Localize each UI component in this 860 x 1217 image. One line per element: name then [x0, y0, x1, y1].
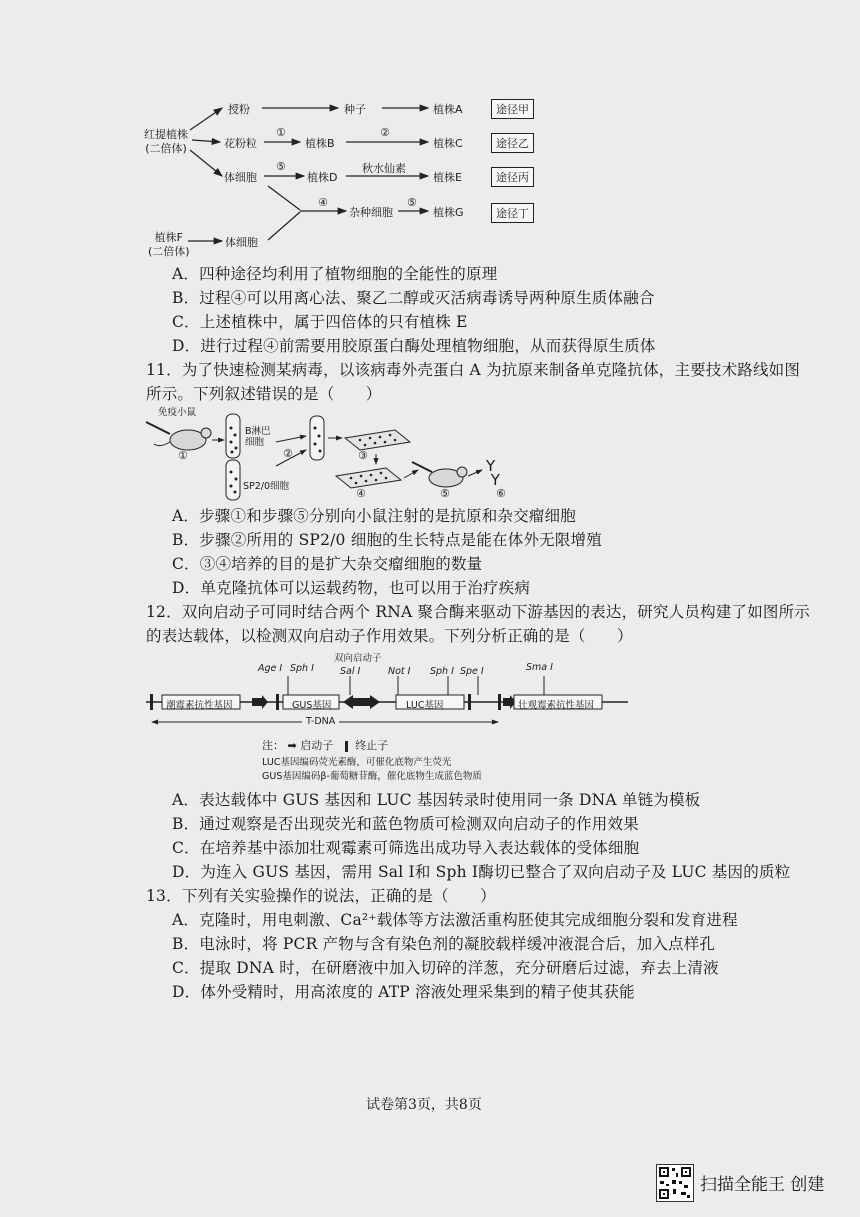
node-somatic-f: 体细胞 — [225, 236, 258, 249]
q11-step-1: ① — [178, 449, 188, 462]
qr-code-icon — [656, 1164, 694, 1202]
t-dna-label: T-DNA — [302, 716, 339, 727]
site-sal-i: Sal Ⅰ — [340, 666, 361, 677]
node-pollen: 花粉粒 — [224, 137, 257, 150]
q11-step-5: ⑤ — [440, 487, 450, 500]
scanner-watermark: 扫描全能王 创建 — [700, 1175, 825, 1195]
site-sph-i-left: Sph Ⅰ — [290, 663, 314, 674]
q11-label-b-cell-line1: B淋巴 — [245, 426, 271, 437]
step-2-label: ② — [380, 126, 390, 139]
q12-option-c: C．在培养基中添加壮观霉素可筛选出成功导入表达载体的受体细胞 — [172, 839, 640, 857]
route-3-box: 途径丙 — [491, 167, 534, 187]
route-1-box: 途径甲 — [491, 99, 534, 119]
q11-option-a: A．步骤①和步骤⑤分别向小鼠注射的是抗原和杂交瘤细胞 — [172, 507, 576, 525]
antibody-icon: Y Y — [486, 457, 500, 489]
node-plant-d: 植株D — [307, 171, 338, 184]
q10-option-d: D．进行过程④前需要用胶原蛋白酶处理植物细胞，从而获得原生质体 — [172, 337, 656, 355]
q11-stem-line2: 所示。下列叙述错误的是（ ） — [146, 385, 382, 403]
q12-note-luc: LUC基因编码荧光素酶，可催化底物产生荧光 — [262, 757, 452, 768]
q13-option-d: D．体外受精时，用高浓度的 ATP 溶液处理采集到的精子使其获能 — [172, 983, 635, 1001]
node-graft: 授粉 — [228, 103, 250, 116]
q12-option-d: D．为连入 GUS 基因，需用 Sal Ⅰ和 Sph Ⅰ酶切已整合了双向启动子及 LUC 基因的质粒 — [172, 863, 791, 881]
step-5b-label: ⑤ — [407, 196, 417, 209]
node-hybrid: 杂种细胞 — [349, 206, 393, 219]
source-red-ploidy: (二倍体) — [145, 142, 187, 155]
legend-promoter: 启动子 — [300, 739, 334, 752]
source-red-label: 红提植株 — [144, 128, 188, 141]
gene-spectinomycin-resistance: 壮观霉素抗性基因 — [518, 700, 595, 711]
node-seed: 种子 — [344, 103, 366, 116]
q11-figure — [0, 400, 860, 505]
site-not-i: Not Ⅰ — [388, 666, 411, 677]
source-f-label: 植株F — [154, 231, 183, 244]
q12-vector-figure — [0, 648, 860, 738]
qr-pattern — [657, 1165, 693, 1201]
q11-label-sp20: SP2/0细胞 — [243, 481, 290, 492]
q11-option-b: B．步骤②所用的 SP2/0 细胞的生长特点是能在体外无限增殖 — [172, 531, 602, 549]
step-4-label: ④ — [318, 196, 328, 209]
q11-label-immune-mouse: 免疫小鼠 — [158, 407, 197, 418]
q11-step-3: ③ — [358, 449, 368, 462]
q11-step-6: ⑥ — [496, 487, 506, 500]
gene-hygromycin-resistance: 潮霉素抗性基因 — [166, 700, 233, 711]
q11-label-b-cell-line2: 细胞 — [245, 437, 265, 448]
legend-note-label: 注： — [262, 739, 284, 752]
q11-step-4: ④ — [356, 487, 366, 500]
node-plant-e: 植株E — [433, 171, 462, 184]
q10-option-c: C．上述植株中，属于四倍体的只有植株 E — [172, 313, 468, 331]
q13-stem: 13．下列有关实验操作的说法，正确的是（ ） — [146, 887, 496, 905]
site-age-i: Age Ⅰ — [258, 663, 283, 674]
site-sma-i: Sma Ⅰ — [526, 662, 553, 673]
node-plant-a: 植株A — [433, 103, 463, 116]
q12-note-gus: GUS基因编码β-葡萄糖苷酶，催化底物生成蓝色物质 — [262, 771, 482, 782]
site-sph-i-right: Sph Ⅰ — [430, 666, 454, 677]
step-5a-label: ⑤ — [276, 160, 286, 173]
q13-option-a: A．克隆时，用电刺激、Ca²⁺载体等方法激活重构胚使其完成细胞分裂和发育进程 — [172, 911, 738, 929]
route-4-box: 途径丁 — [491, 203, 534, 223]
gene-luc: LUC基因 — [406, 700, 444, 711]
q11-stem-line1: 11．为了快速检测某病毒，以该病毒外壳蛋白 A 为抗原来制备单克隆抗体，主要技术路线如图 — [146, 361, 801, 379]
q13-option-b: B．电泳时，将 PCR 产物与含有染色剂的凝胶载样缓冲液混合后，加入点样孔 — [172, 935, 716, 953]
gene-gus: GUS基因 — [292, 700, 332, 711]
q10-option-b: B．过程④可以用离心法、聚乙二醇或灭活病毒诱导两种原生质体融合 — [172, 289, 655, 307]
q12-option-b: B．通过观察是否出现荧光和蓝色物质可检测双向启动子的作用效果 — [172, 815, 639, 833]
q12-label-bidir-promoter: 双向启动子 — [334, 653, 382, 664]
q12-stem-line1: 12．双向启动子可同时结合两个 RNA 聚合酶来驱动下游基因的表达，研究人员构建了如图所示 — [146, 603, 811, 621]
step-1-label: ① — [276, 126, 286, 139]
q12-legend — [262, 737, 388, 753]
q12-option-a: A．表达载体中 GUS 基因和 LUC 基因转录时使用同一条 DNA 单链为模板 — [172, 791, 701, 809]
q10-arrows — [0, 0, 860, 260]
terminator-bar-icon — [345, 741, 348, 752]
node-somatic: 体细胞 — [224, 171, 257, 184]
q12-stem-line2: 的表达载体，以检测双向启动子作用效果。下列分析正确的是（ ） — [146, 627, 633, 645]
node-colchicine: 秋水仙素 — [362, 162, 406, 175]
site-spe-i: Spe Ⅰ — [460, 666, 484, 677]
source-red-plant — [144, 128, 188, 156]
node-plant-b: 植株B — [305, 137, 335, 150]
q11-option-c: C．③④培养的目的是扩大杂交瘤细胞的数量 — [172, 555, 483, 573]
legend-terminator: 终止子 — [355, 739, 389, 752]
q13-option-c: C．提取 DNA 时，在研磨液中加入切碎的洋葱，充分研磨后过滤，弃去上清液 — [172, 959, 719, 977]
q11-label-b-cell — [245, 426, 271, 448]
node-plant-c: 植株C — [433, 137, 463, 150]
node-plant-g: 植株G — [433, 206, 464, 219]
q10-option-a: A．四种途径均利用了植物细胞的全能性的原理 — [172, 265, 498, 283]
q11-step-2: ② — [283, 447, 293, 460]
route-2-box: 途径乙 — [491, 133, 534, 153]
q11-option-d: D．单克隆抗体可以运载药物，也可以用于治疗疾病 — [172, 579, 531, 597]
promoter-arrow-icon: ➡ — [287, 739, 297, 752]
source-f-plant — [148, 231, 190, 259]
page-number: 试卷第3页，共8页 — [366, 1097, 482, 1113]
source-f-ploidy: (二倍体) — [148, 245, 190, 258]
